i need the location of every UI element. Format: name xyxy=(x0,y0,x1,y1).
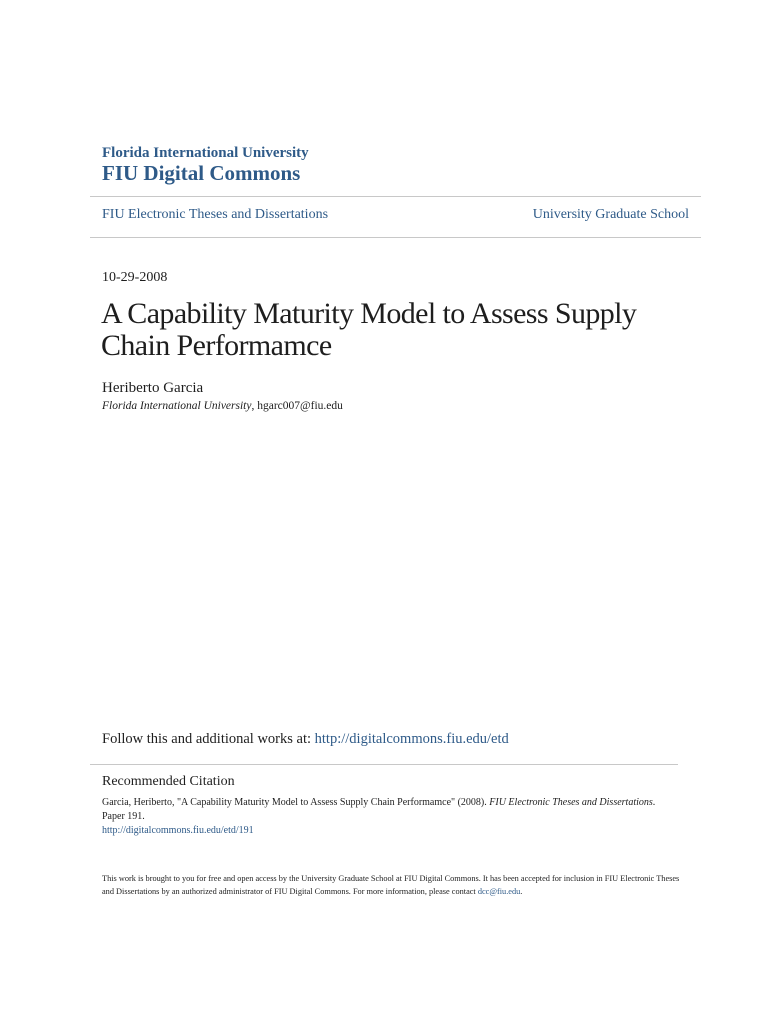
notice-text: This work is brought to you for free and open access by the University Graduate School at FIU Digital Commons. It has been accepted for inclusion in FIU Electronic Theses and Dissertations by an authorized administrator of FIU Digital Commons. For more information, please contact xyxy=(102,874,680,896)
header-top-rule xyxy=(90,196,701,197)
author-affiliation xyxy=(102,400,343,412)
follow-line xyxy=(102,731,509,748)
header-bottom-rule xyxy=(90,237,701,238)
institution-name: Florida International University xyxy=(102,145,309,161)
repository-name: FIU Digital Commons xyxy=(102,161,301,185)
publication-date: 10-29-2008 xyxy=(102,270,168,285)
citation-text: Garcia, Heriberto, "A Capability Maturity Model to Assess Supply Chain Performamce" (2008). xyxy=(102,797,490,808)
contact-email-link[interactable]: dcc@fiu.edu xyxy=(477,887,521,896)
notice-end: . xyxy=(520,887,523,896)
author-email: , hgarc007@fiu.edu xyxy=(251,400,343,412)
citation-heading: Recommended Citation xyxy=(102,774,235,789)
citation-paper: . Paper 191. xyxy=(102,797,656,822)
citation-rule xyxy=(90,764,678,765)
school-link[interactable]: University Graduate School xyxy=(532,207,689,222)
document-title: A Capability Maturity Model to Assess Supply Chain Performamce xyxy=(101,297,637,362)
affiliation-name: Florida International University xyxy=(102,400,252,412)
citation-series: FIU Electronic Theses and Dissertations xyxy=(489,797,653,808)
citation-block xyxy=(102,796,677,838)
citation-link[interactable]: http://digitalcommons.fiu.edu/etd/191 xyxy=(102,825,254,836)
follow-label: Follow this and additional works at: xyxy=(102,731,315,747)
author-name: Heriberto Garcia xyxy=(102,380,204,396)
access-notice xyxy=(102,872,682,898)
follow-link[interactable]: http://digitalcommons.fiu.edu/etd xyxy=(314,731,509,747)
series-link[interactable]: FIU Electronic Theses and Dissertations xyxy=(102,207,329,222)
